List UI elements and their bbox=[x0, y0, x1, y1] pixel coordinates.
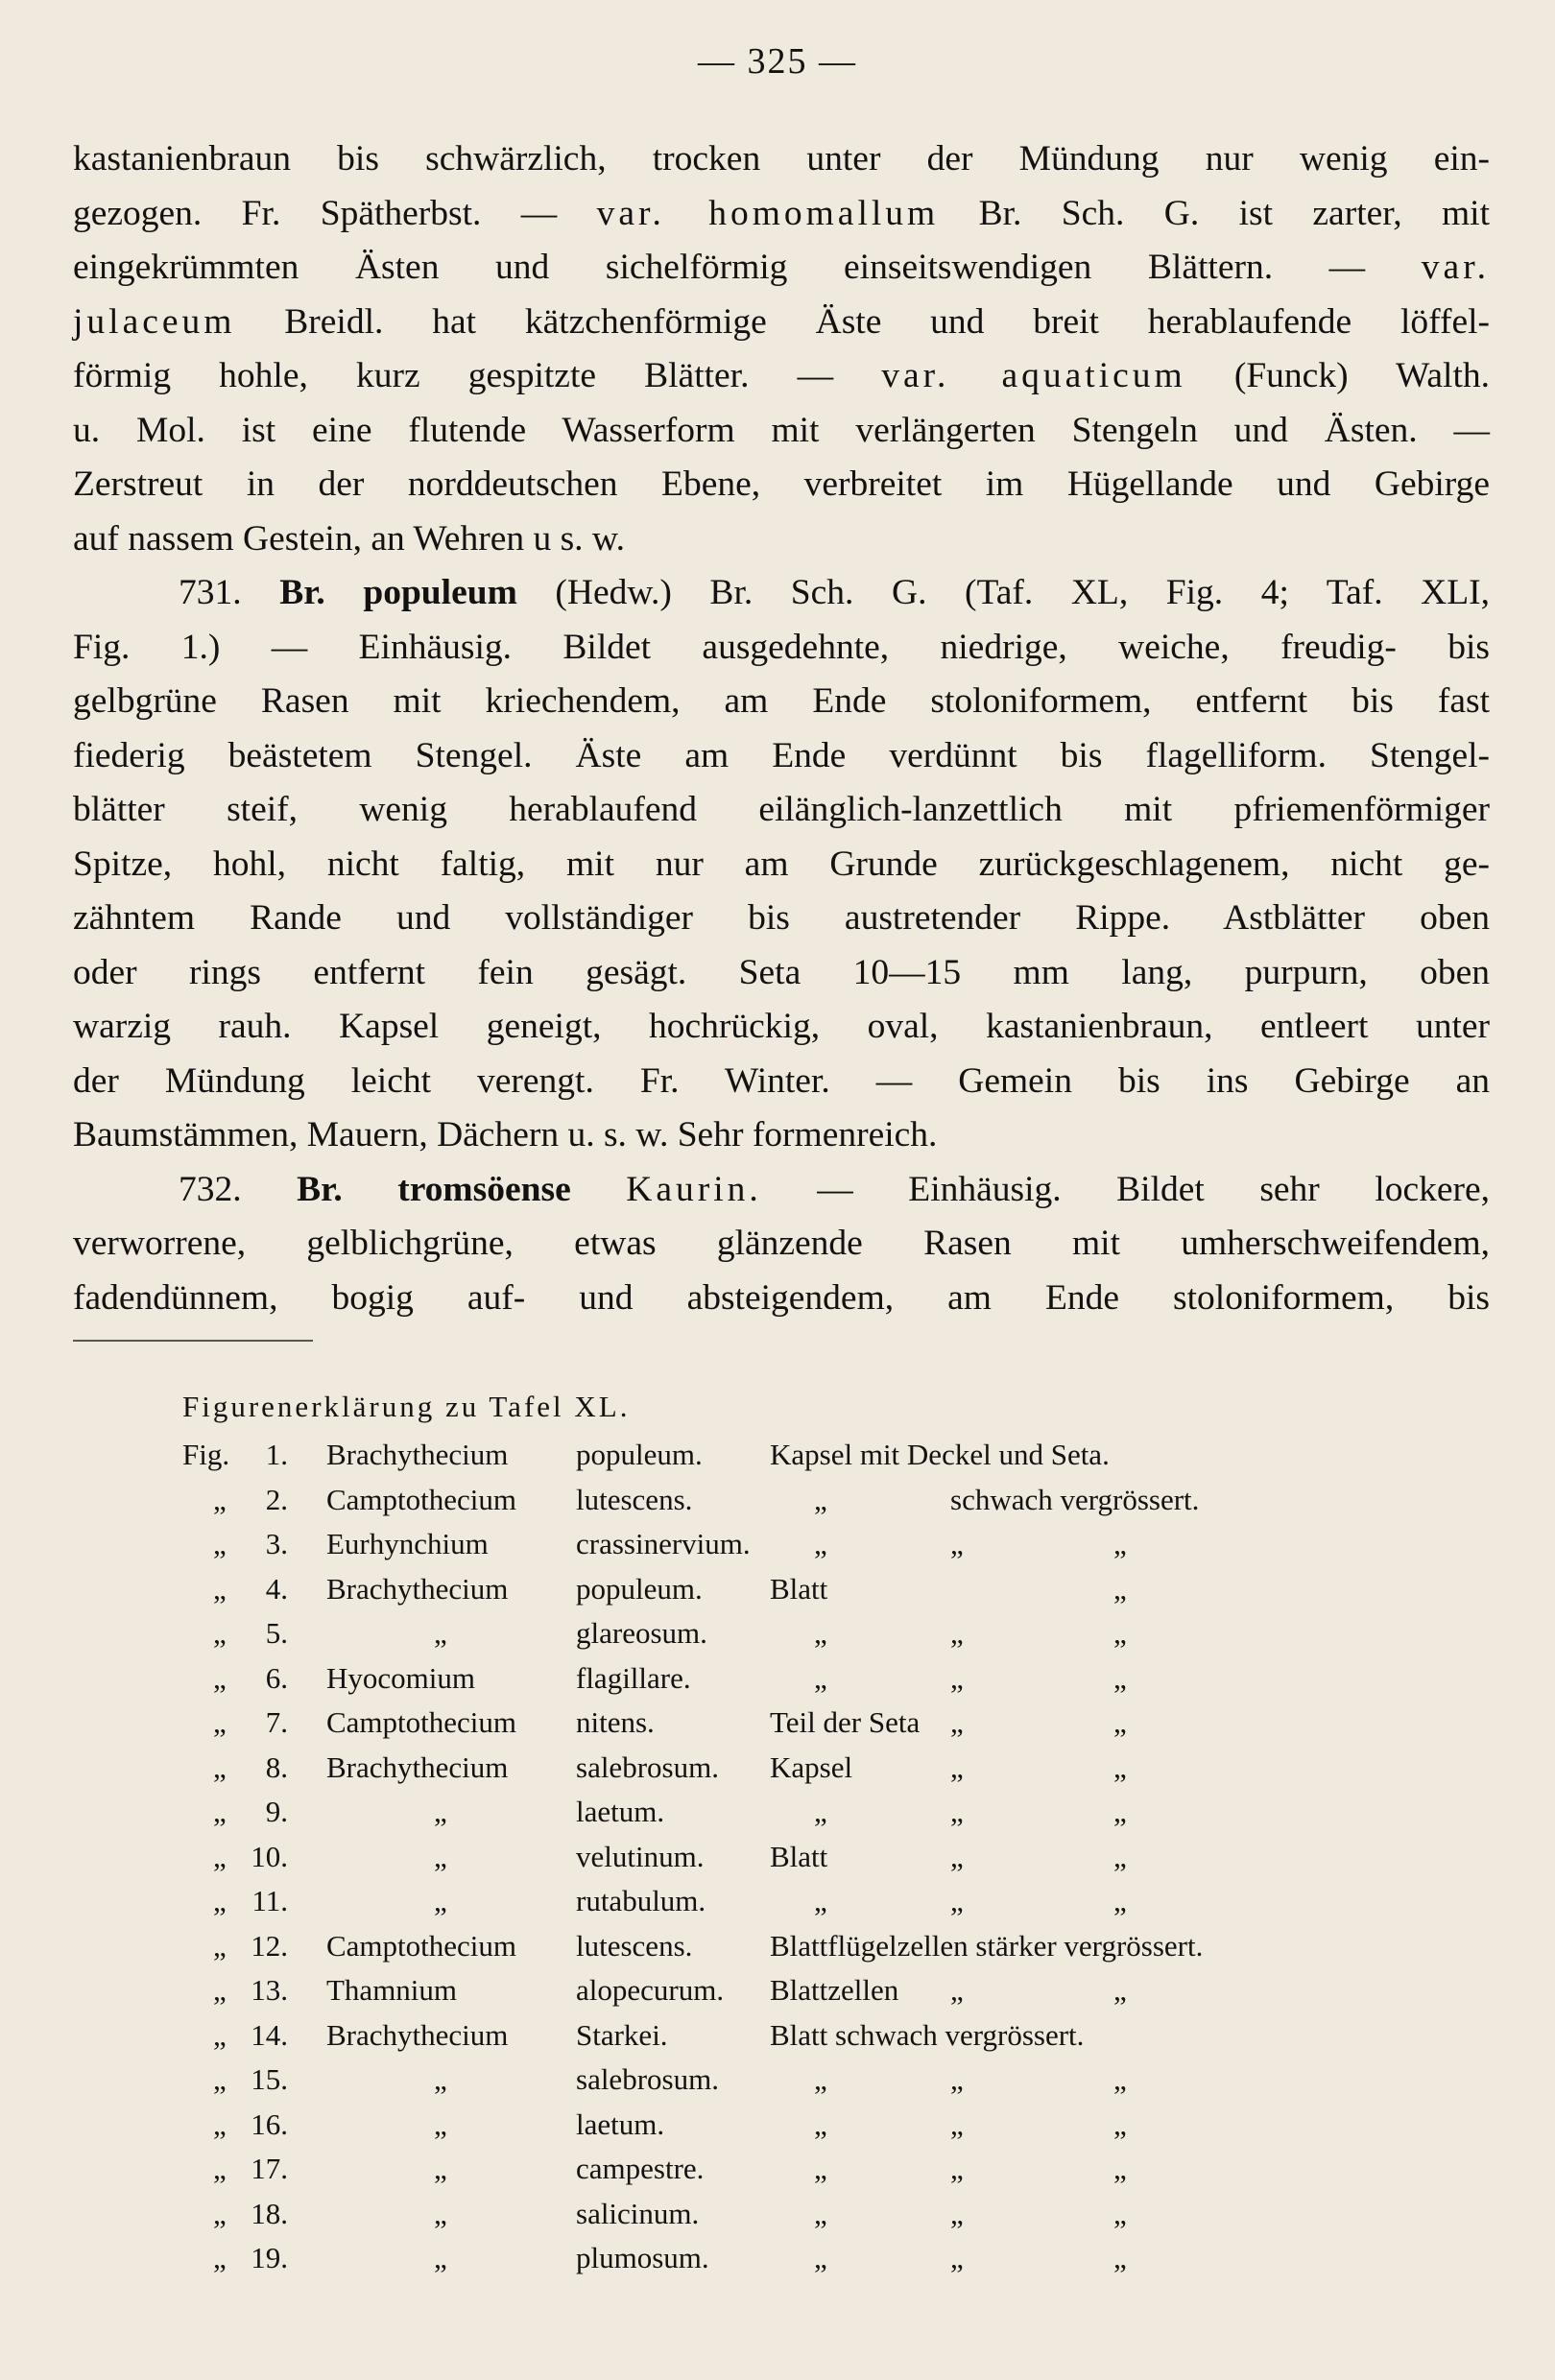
figure-legend-item bbox=[0, 2018, 1555, 2063]
figure-legend-item bbox=[0, 1795, 1555, 1840]
text-run: förmig hohle, kurz gespitzte Blätter. — bbox=[73, 356, 882, 395]
text-line bbox=[73, 296, 1490, 350]
figure-legend-num: 9. bbox=[265, 1795, 288, 1828]
figure-legend-d3: „ bbox=[950, 1749, 964, 1784]
figure-legend-d3: „ bbox=[950, 2106, 964, 2141]
figure-legend-species: plumosum. bbox=[576, 2241, 709, 2274]
figure-legend-d2: „ bbox=[814, 1482, 827, 1516]
figure-legend-desc: Blatt bbox=[770, 1571, 828, 1606]
figure-legend-species: lutescens. bbox=[576, 1928, 693, 1963]
figure-legend-d3: „ bbox=[950, 1705, 964, 1739]
figure-legend-d3: „ bbox=[950, 1660, 964, 1695]
figure-legend-genus: Camptothecium bbox=[326, 1705, 517, 1739]
figure-legend-d3: „ bbox=[950, 2196, 964, 2230]
text-run: Baumstämmen, Mauern, Dächern u. s. w. Sehr formenreich. bbox=[73, 1115, 938, 1154]
figure-legend-item bbox=[0, 1661, 1555, 1706]
figure-legend-species: rutabulum. bbox=[576, 1884, 706, 1917]
species-732-first-line bbox=[73, 1163, 1490, 1218]
figure-legend-gditto: „ bbox=[434, 2106, 447, 2141]
spaced-text: Kaurin. bbox=[626, 1169, 762, 1209]
figure-legend-num: 12. bbox=[251, 1928, 288, 1963]
text-run: auf nassem Gestein, an Wehren u s. w. bbox=[73, 518, 625, 559]
figure-legend-pre: „ bbox=[213, 1571, 227, 1606]
text-run: Zerstreut in der norddeutschen Ebene, verbreitet im Hügellande und Gebirge bbox=[73, 464, 1490, 504]
figure-legend-species: salebrosum. bbox=[576, 2062, 719, 2096]
paragraph-continuation bbox=[73, 132, 1490, 566]
text-run: u. Mol. ist eine flutende Wasserform mit verlängerten Stengeln und Ästen. — bbox=[73, 410, 1490, 450]
species-732-description bbox=[73, 1217, 1490, 1325]
text-line bbox=[73, 946, 1490, 1001]
text-line bbox=[73, 621, 1490, 676]
figure-legend-item bbox=[0, 2107, 1555, 2153]
figure-legend-heading: Figurenerklärung zu Tafel XL. bbox=[182, 1390, 631, 1423]
figure-legend-d4: „ bbox=[1113, 1616, 1127, 1650]
figure-legend-d2: „ bbox=[814, 1884, 827, 1917]
text-run: oder rings entfernt fein gesägt. Seta 10—15 mm lang, purpurn, oben bbox=[73, 952, 1490, 992]
figure-legend-d4: „ bbox=[1113, 1527, 1127, 1560]
figure-legend-d2: „ bbox=[814, 1660, 827, 1695]
text-line bbox=[73, 1217, 1490, 1272]
figure-legend-d4: „ bbox=[1113, 2152, 1127, 2185]
species-732-authority bbox=[626, 1170, 1490, 1209]
figure-legend-num: 13. bbox=[251, 1973, 288, 2007]
spaced-text: var. homomallum bbox=[596, 193, 940, 233]
text-line bbox=[73, 838, 1490, 892]
figure-legend-genus: Hyocomium bbox=[326, 1660, 475, 1695]
text-line bbox=[73, 1000, 1490, 1055]
figure-legend-num: 10. bbox=[251, 1839, 288, 1873]
text-line bbox=[73, 404, 1490, 459]
figure-legend-genus: Thamnium bbox=[326, 1973, 458, 2007]
figure-legend-num: 19. bbox=[251, 2241, 288, 2274]
figure-legend-num: 15. bbox=[251, 2062, 288, 2096]
species-name: Br. populeum bbox=[279, 573, 517, 612]
figure-legend-num: 16. bbox=[251, 2106, 288, 2141]
footnote-divider bbox=[73, 1340, 313, 1342]
figure-legend-num: 7. bbox=[265, 1705, 288, 1739]
figure-legend-item bbox=[0, 2152, 1555, 2197]
figure-legend-num: 8. bbox=[265, 1749, 288, 1784]
figure-legend-d2: „ bbox=[814, 2241, 827, 2274]
text-run: der Mündung leicht verengt. Fr. Winter. — Gemein bis ins Gebirge an bbox=[73, 1060, 1490, 1101]
figure-legend-d2: „ bbox=[814, 2106, 827, 2141]
figure-legend-d3: „ bbox=[950, 1795, 964, 1828]
figure-legend-gditto: „ bbox=[434, 2152, 447, 2185]
text-run: (Hedw.) Br. Sch. G. (Taf. XL, Fig. 4; Taf. XLI, bbox=[555, 573, 1490, 612]
species-731-entry bbox=[73, 566, 1490, 1163]
figure-legend-gditto: „ bbox=[434, 2241, 447, 2274]
spaced-text: julaceum bbox=[73, 301, 236, 342]
text-line bbox=[73, 349, 1490, 404]
figure-legend-d4: „ bbox=[1113, 1705, 1127, 1739]
figure-legend-item bbox=[0, 2197, 1555, 2242]
text-run: fadendünnem, bogig auf- und absteigendem, am Ende stoloniformem, bis bbox=[73, 1277, 1490, 1318]
spaced-text: var. bbox=[1421, 248, 1490, 287]
species-731-description bbox=[73, 621, 1490, 1163]
text-run: blätter steif, wenig herablaufend eilänglich-lanzettlich mit pfriemenförmiger bbox=[73, 790, 1490, 829]
figure-legend-genus: Eurhynchium bbox=[326, 1527, 489, 1560]
figure-legend-pre: Fig. bbox=[182, 1438, 230, 1471]
figure-legend-desc: Blatt bbox=[770, 1839, 828, 1873]
figure-legend-d4: „ bbox=[1113, 1660, 1127, 1695]
figure-legend-species: populeum. bbox=[576, 1571, 703, 1606]
figure-legend-pre: „ bbox=[213, 1705, 227, 1739]
figure-legend-d3: „ bbox=[950, 2062, 964, 2096]
figure-legend-d3: „ bbox=[950, 2152, 964, 2185]
figure-legend-num: 11. bbox=[251, 1884, 288, 1917]
figure-legend-d3: „ bbox=[950, 1527, 964, 1560]
text-line bbox=[73, 1055, 1490, 1109]
figure-legend-item bbox=[0, 1572, 1555, 1617]
figure-legend-genus: Brachythecium bbox=[326, 1438, 509, 1471]
figure-legend-gditto: „ bbox=[434, 2196, 447, 2230]
figure-legend-pre: „ bbox=[213, 1973, 227, 2007]
figure-legend-pre: „ bbox=[213, 1795, 227, 1828]
text-run: Breidl. hat kätzchenförmige Äste und breit herablaufende löffel- bbox=[235, 301, 1490, 342]
figure-legend-gditto: „ bbox=[434, 1884, 447, 1917]
figure-legend-d2: „ bbox=[814, 2196, 827, 2230]
figure-legend-species: nitens. bbox=[576, 1705, 655, 1739]
figure-legend-species: salebrosum. bbox=[576, 1749, 719, 1784]
figure-legend-num: 14. bbox=[251, 2017, 288, 2052]
figure-legend-species: Starkei. bbox=[576, 2017, 668, 2052]
figure-legend-species: populeum. bbox=[576, 1438, 703, 1471]
figure-legend-desc: Blattzellen bbox=[770, 1973, 899, 2007]
text-line bbox=[73, 675, 1490, 729]
figure-legend-d4: „ bbox=[1113, 1839, 1127, 1873]
figure-legend-species: salicinum. bbox=[576, 2196, 700, 2230]
figure-legend-pre: „ bbox=[213, 1660, 227, 1695]
text-run: — Einhäusig. Bildet sehr lockere, bbox=[761, 1169, 1491, 1209]
figure-legend-d4: „ bbox=[1113, 1571, 1127, 1606]
figure-legend-species: campestre. bbox=[576, 2152, 705, 2185]
figure-legend-d3: „ bbox=[950, 2241, 964, 2274]
figure-legend-pre: „ bbox=[213, 1527, 227, 1560]
figure-legend-species: lutescens. bbox=[576, 1482, 693, 1516]
figure-legend-item bbox=[0, 1884, 1555, 1929]
figure-legend-gditto: „ bbox=[434, 2062, 447, 2096]
spaced-text: var. aquaticum bbox=[881, 356, 1186, 395]
figure-legend-d3: „ bbox=[950, 1616, 964, 1650]
figure-legend-genus: Camptothecium bbox=[326, 1928, 517, 1963]
text-run: Br. Sch. G. ist zarter, mit bbox=[939, 193, 1490, 233]
figure-legend-pre: „ bbox=[213, 1482, 227, 1516]
figure-legend-gditto: „ bbox=[434, 1839, 447, 1873]
text-run: fiederig beästetem Stengel. Äste am Ende verdünnt bis flagelliform. Stengel- bbox=[73, 735, 1490, 775]
text-line bbox=[73, 892, 1490, 946]
figure-legend-item bbox=[0, 1973, 1555, 2018]
figure-legend-num: 6. bbox=[265, 1660, 288, 1695]
figure-legend-species: velutinum. bbox=[576, 1839, 705, 1873]
figure-legend-item bbox=[0, 1483, 1555, 1528]
text-line bbox=[73, 729, 1490, 784]
figure-legend-item bbox=[0, 2062, 1555, 2107]
text-line bbox=[73, 783, 1490, 838]
figure-legend-num: 17. bbox=[251, 2152, 288, 2185]
text-run: eingekrümmten Ästen und sichelförmig einseitswendigen Blättern. — bbox=[73, 248, 1422, 287]
figure-legend-item bbox=[0, 2241, 1555, 2286]
figure-legend-num: 5. bbox=[265, 1616, 288, 1650]
figure-legend-desc: Teil der Seta bbox=[770, 1705, 921, 1739]
figure-legend-pre: „ bbox=[213, 2017, 227, 2052]
figure-legend-species: alopecurum. bbox=[576, 1973, 725, 2007]
text-run: Spitze, hohl, nicht faltig, mit nur am Grunde zurückgeschlagenem, nicht ge- bbox=[73, 844, 1490, 884]
figure-legend-d2: „ bbox=[814, 1795, 827, 1828]
figure-legend-item bbox=[0, 1438, 1555, 1483]
figure-legend-genus: Brachythecium bbox=[326, 1749, 509, 1784]
text-line bbox=[73, 187, 1490, 242]
figure-legend-d4: „ bbox=[1113, 1884, 1127, 1917]
figure-legend-d3: schwach vergrössert. bbox=[950, 1482, 1200, 1516]
figure-legend-pre: „ bbox=[213, 1928, 227, 1963]
figure-legend-d2: „ bbox=[814, 1527, 827, 1560]
figure-legend-d4: „ bbox=[1113, 2106, 1127, 2141]
figure-legend-d2: „ bbox=[814, 2152, 827, 2185]
figure-legend-num: 1. bbox=[265, 1438, 288, 1471]
text-run: (Funck) Walth. bbox=[1185, 356, 1490, 395]
text-run: Fig. 1.) — Einhäusig. Bildet ausgedehnte, niedrige, weiche, freudig- bis bbox=[73, 627, 1490, 667]
figure-legend-genus: Brachythecium bbox=[326, 1571, 509, 1606]
figure-legend-item bbox=[0, 1705, 1555, 1750]
text-run: warzig rauh. Kapsel geneigt, hochrückig, oval, kastanienbraun, entleert unter bbox=[73, 1007, 1490, 1046]
figure-legend-species: glareosum. bbox=[576, 1616, 707, 1650]
text-line bbox=[73, 512, 1490, 567]
text-line bbox=[73, 1272, 1490, 1326]
figure-legend-gditto: „ bbox=[434, 1795, 447, 1828]
main-text bbox=[73, 132, 1490, 1325]
figure-legend-pre: „ bbox=[213, 2152, 227, 2185]
figure-legend-item bbox=[0, 1527, 1555, 1572]
figure-legend-d4: „ bbox=[1113, 2062, 1127, 2096]
figure-legend-item bbox=[0, 1929, 1555, 1974]
text-run: verworrene, gelblichgrüne, etwas glänzende Rasen mit umherschweifendem, bbox=[73, 1224, 1490, 1263]
figure-legend-d3: „ bbox=[950, 1973, 964, 2007]
figure-legend-gditto: „ bbox=[434, 1616, 447, 1650]
figure-legend-species: crassinervium. bbox=[576, 1527, 751, 1560]
figure-legend-pre: „ bbox=[213, 2106, 227, 2141]
species-731-first-line bbox=[73, 566, 1490, 621]
figure-legend-item bbox=[0, 1616, 1555, 1661]
figure-legend-item bbox=[0, 1750, 1555, 1796]
figure-legend-pre: „ bbox=[213, 1749, 227, 1784]
figure-legend-d2: „ bbox=[814, 1616, 827, 1650]
text-run: gelbgrüne Rasen mit kriechendem, am Ende stoloniformem, entfernt bis fast bbox=[73, 681, 1490, 721]
text-line bbox=[73, 132, 1490, 187]
figure-legend-item bbox=[0, 1840, 1555, 1885]
figure-legend-pre: „ bbox=[213, 1616, 227, 1650]
figure-legend-d4: „ bbox=[1113, 1973, 1127, 2007]
text-run: zähntem Rande und vollständiger bis austretender Rippe. Astblätter oben bbox=[73, 898, 1490, 938]
figure-legend-genus: Camptothecium bbox=[326, 1482, 517, 1516]
figure-legend-num: 2. bbox=[265, 1482, 288, 1516]
figure-legend-d4: „ bbox=[1113, 2196, 1127, 2230]
figure-legend-d3: „ bbox=[950, 1839, 964, 1873]
figure-legend-pre: „ bbox=[213, 2196, 227, 2230]
text-run: gezogen. Fr. Spätherbst. — bbox=[73, 193, 597, 233]
figure-legend-pre: „ bbox=[213, 2062, 227, 2096]
figure-legend-pre: „ bbox=[213, 1884, 227, 1917]
text-line bbox=[73, 458, 1490, 512]
figure-legend-pre: „ bbox=[213, 1839, 227, 1873]
species-name: Br. tromsöense bbox=[297, 1169, 571, 1209]
figure-legend-species: flagillare. bbox=[576, 1660, 691, 1695]
figure-legend-d4: „ bbox=[1113, 1749, 1127, 1784]
species-number: 732. bbox=[179, 1169, 242, 1209]
species-731-authority bbox=[555, 573, 1490, 612]
figure-legend-num: 18. bbox=[251, 2196, 288, 2230]
species-number: 731. bbox=[179, 573, 242, 612]
figure-legend-d4: „ bbox=[1113, 1795, 1127, 1828]
species-732-entry bbox=[73, 1163, 1490, 1326]
figure-legend-d3: „ bbox=[950, 1884, 964, 1917]
figure-legend-desc: Blatt schwach vergrössert. bbox=[770, 2017, 1085, 2052]
text-line bbox=[73, 241, 1490, 296]
text-line bbox=[73, 1108, 1490, 1163]
figure-legend-d2: „ bbox=[814, 2062, 827, 2096]
figure-legend-species: laetum. bbox=[576, 2106, 665, 2141]
text-run: kastanienbraun bis schwärzlich, trocken unter der Mündung nur wenig ein- bbox=[73, 139, 1490, 178]
figure-legend-species: laetum. bbox=[576, 1795, 665, 1828]
figure-legend-desc: Kapsel mit Deckel und Seta. bbox=[770, 1438, 1110, 1471]
figure-legend-genus: Brachythecium bbox=[326, 2017, 509, 2052]
figure-legend-num: 3. bbox=[265, 1527, 288, 1560]
figure-legend-desc: Blattflügelzellen stärker vergrössert. bbox=[770, 1928, 1204, 1963]
figure-legend-d4: „ bbox=[1113, 2241, 1127, 2274]
figure-legend-pre: „ bbox=[213, 2241, 227, 2274]
figure-legend-num: 4. bbox=[265, 1571, 288, 1606]
figure-legend-desc: Kapsel bbox=[770, 1749, 853, 1784]
page-number: — 325 — bbox=[698, 41, 857, 82]
